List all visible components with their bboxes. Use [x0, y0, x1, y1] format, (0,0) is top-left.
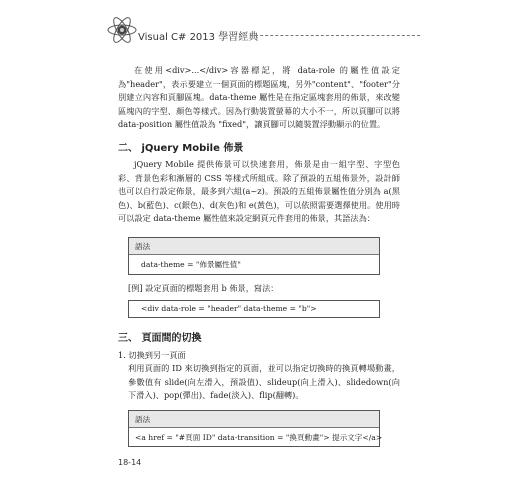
syntax-code: data-theme = "佈景屬性值": [141, 260, 241, 269]
subheading-switch-page: 1. 切換到另一頁面: [118, 350, 186, 360]
syntax-label-2: 語法: [129, 411, 379, 428]
syntax-code-transition: <a href = "#頁面 ID" data-transition = "換頁動畫"> 提示文字</a>: [135, 433, 383, 442]
section-heading-themes: 二、 jQuery Mobile 佈景: [118, 143, 244, 154]
themes-paragraph: jQuery Mobile 提供佈景可以快速套用，佈景是由一組字型、字型色彩、背景色彩和漸層的 CSS 等樣式所組成。除了預設的五組佈景外，設計師也可以自行設定佈景，最多到六組(a~z)。預設的五組佈景屬性值分別為 a(黑色)、b(藍色)、c(銀色)、d(灰色)和 e(黃色)，可以依照需要選擇使用。使用時可以設定 data-theme 屬性值來設定網頁元件套用的佈景，其語法為：: [118, 159, 400, 223]
syntax-box-theme: [128, 237, 380, 275]
intro-paragraph: 在使用<div>...</div>容器標記，將 data-role 的屬性值設定為"header"，表示要建立一個頁面的標題區塊，另外"content"、"footer"分別建立內容和頁腳區塊。data-theme 屬性是在指定區塊套用的佈景，來改變區塊內的字型、顏色等樣式。因為行動裝置螢幕的大小不一，所以頁腳可以將 data-position 屬性值設為 "fixed"，讓頁腳可以隨裝置浮動顯示的位置。: [118, 65, 400, 129]
syntax-label: 語法: [129, 238, 379, 255]
header-logo: [106, 14, 138, 46]
header-title: Visual C# 2013 學習經典: [138, 32, 259, 43]
section-heading-page-switch: 三、 頁面間的切換: [118, 333, 202, 344]
atom-logo-icon: [106, 14, 138, 46]
example-code: <div data-role = "header" data-theme = "b">: [141, 304, 317, 313]
syntax-box-transition: [128, 410, 383, 447]
example-text: [例] 設定頁面的標題套用 b 佈景，寫法：: [128, 283, 279, 293]
page-switch-paragraph: 利用頁面的 ID 來切換到指定的頁面，並可以指定切換時的換頁轉場動畫，參數值有 slide(向左滑入，預設值)、slideup(向上滑入)、slidedown(向下滑入)、pop(彈出)、fade(淡入)、flip(翻轉)。: [128, 363, 400, 400]
example-code-box: [128, 300, 380, 318]
header-divider: [250, 35, 420, 36]
page-number: 18-14: [118, 458, 142, 467]
